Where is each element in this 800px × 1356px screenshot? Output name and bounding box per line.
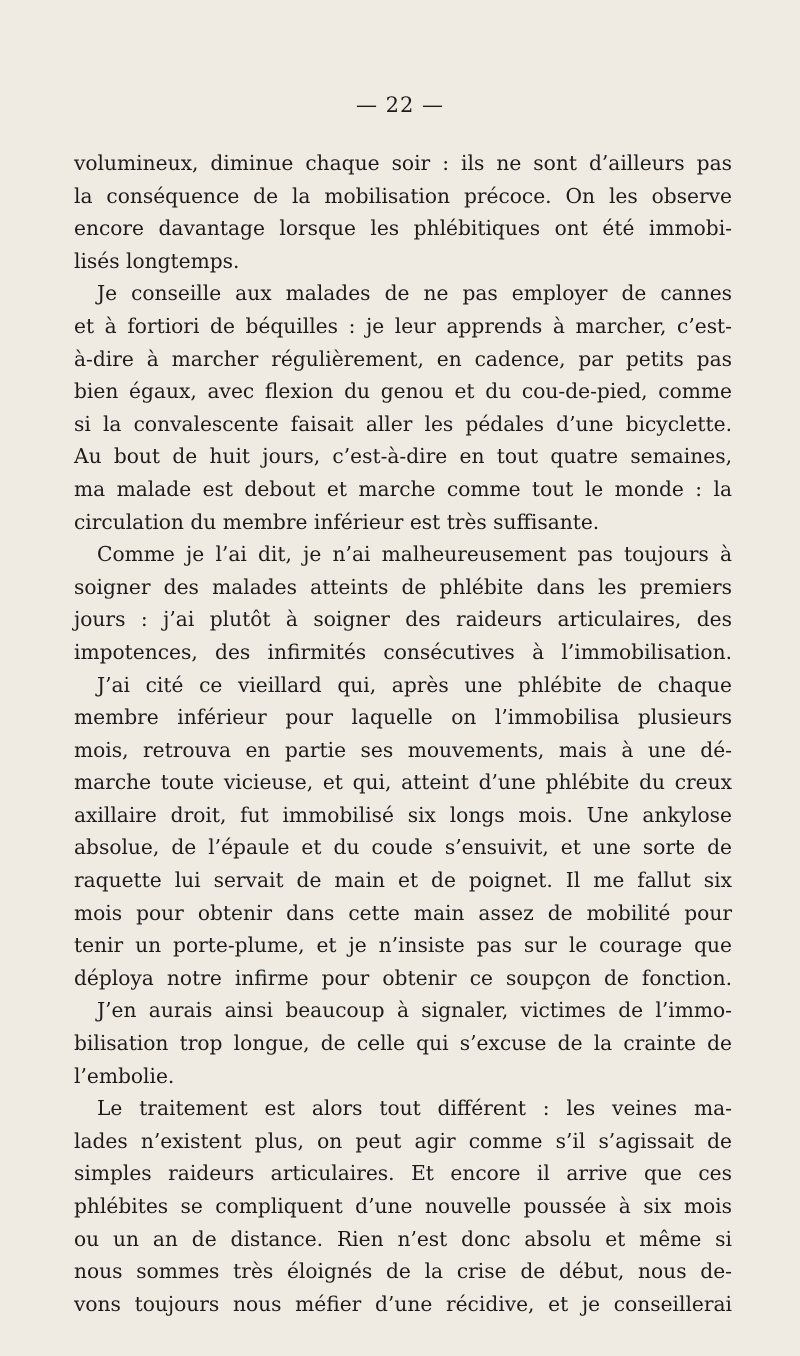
- text-line: membre inférieur pour laquelle on l’immobilisa plusieurs: [74, 705, 732, 730]
- text-line: lades n’existent plus, on peut agir comme s’il s’agissait de: [74, 1128, 732, 1153]
- body-text: [74, 147, 732, 1320]
- text-line: bilisation trop longue, de celle qui s’excuse de la crainte de: [74, 1031, 732, 1056]
- text-line: soigner des malades atteints de phlébite dans les premiers: [74, 574, 732, 599]
- text-line: volumineux, diminue chaque soir : ils ne sont d’ailleurs pas: [74, 151, 732, 175]
- text-line: circulation du membre inférieur est très suffisante.: [74, 509, 600, 534]
- text-line: impotences, des infirmités consécutives à l’immobilisation.: [74, 639, 732, 664]
- text-line: Comme je l’ai dit, je n’ai malheureusement pas toujours à: [97, 542, 732, 567]
- text-line: si la convalescente faisait aller les pédales d’une bicyclette.: [74, 411, 732, 436]
- text-line: mois, retrouva en partie ses mouvements, mais à une dé-: [74, 737, 732, 762]
- text-line: Le traitement est alors tout différent : les veines ma-: [97, 1096, 732, 1121]
- text-line: Je conseille aux malades de ne pas employer de cannes: [97, 281, 732, 306]
- page-number: — 22 —: [355, 93, 445, 117]
- text-line: et à fortiori de béquilles : je leur apprends à marcher, c’est-: [74, 313, 732, 338]
- text-line: encore davantage lorsque les phlébitiques ont été immobi-: [74, 216, 732, 241]
- text-line: lisés longtemps.: [74, 248, 240, 273]
- text-line: Au bout de huit jours, c’est-à-dire en tout quatre semaines,: [74, 444, 732, 469]
- text-line: phlébites se compliquent d’une nouvelle poussée à six mois: [74, 1194, 732, 1218]
- text-line: vons toujours nous méfier d’une récidive, et je conseillerai: [74, 1291, 732, 1316]
- text-line: l’embolie.: [74, 1063, 175, 1088]
- text-line: ma malade est debout et marche comme tout le monde : la: [74, 476, 732, 501]
- text-line: à-dire à marcher régulièrement, en cadence, par petits pas: [74, 346, 732, 371]
- text-line: marche toute vicieuse, et qui, atteint d’une phlébite du creux: [74, 770, 732, 795]
- text-line: J’en aurais ainsi beaucoup à signaler, victimes de l’immo-: [97, 998, 732, 1023]
- text-line: ou un an de distance. Rien n’est donc absolu et même si: [74, 1226, 732, 1251]
- text-line: J’ai cité ce vieillard qui, après une phlébite de chaque: [97, 672, 732, 697]
- text-line: bien égaux, avec flexion du genou et du cou-de-pied, comme: [74, 379, 732, 404]
- text-line: jours : j’ai plutôt à soigner des raideurs articulaires, des: [74, 607, 732, 632]
- text-line: simples raideurs articulaires. Et encore il arrive que ces: [74, 1161, 732, 1186]
- text-line: mois pour obtenir dans cette main assez de mobilité pour: [74, 900, 732, 925]
- text-line: absolue, de l’épaule et du coude s’ensuivit, et une sorte de: [74, 835, 732, 860]
- text-line: axillaire droit, fut immobilisé six longs mois. Une ankylose: [74, 802, 732, 827]
- text-line: la conséquence de la mobilisation précoce. On les observe: [74, 183, 732, 208]
- text-line: déploya notre infirme pour obtenir ce soupçon de fonction.: [74, 965, 732, 990]
- text-line: nous sommes très éloignés de la crise de début, nous de-: [74, 1259, 732, 1284]
- text-line: tenir un porte-plume, et je n’insiste pas sur le courage que: [74, 933, 732, 958]
- text-line: raquette lui servait de main et de poignet. Il me fallut six: [74, 868, 732, 893]
